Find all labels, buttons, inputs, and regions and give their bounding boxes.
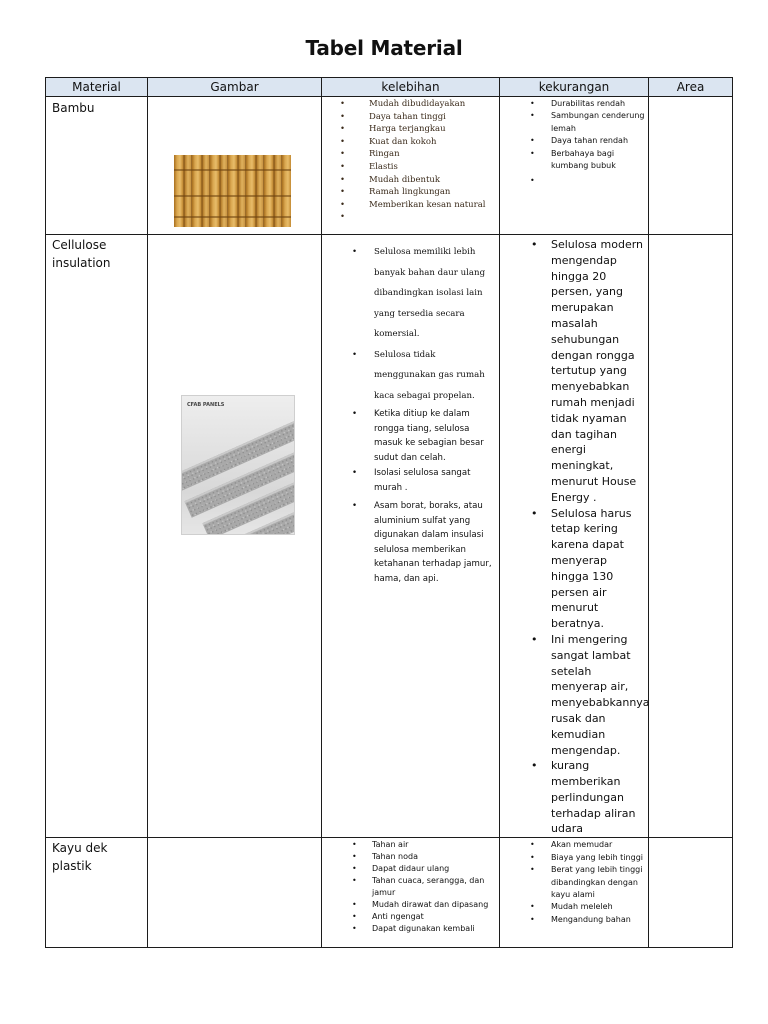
list-item: • Berat yang lebih tinggi dibandingkan dengan kayu alami xyxy=(500,864,648,901)
list-item: • Kuat dan kokoh xyxy=(322,136,499,149)
kekurangan-list xyxy=(500,235,648,837)
list-item: • Selulosa modern mengendap hingga 20 persen, yang merupakan masalah sehubungan dengan rongga tertutup yang menyebabkan rumah menjadi tidak nyaman dan tagihan energi meningkat, menurut House Energy . xyxy=(500,237,648,506)
list-item: • Harga terjangkau xyxy=(322,123,499,136)
kelebihan-cell xyxy=(322,97,500,235)
list-item: • Asam borat, boraks, atau aluminium sulfat yang digunakan dalam insulasi selulosa memberikan ketahanan terhadap jamur, hama, dan api. xyxy=(322,499,499,586)
list-item: • Selulosa harus tetap kering karena dapat menyerap hingga 130 persen air menurut beratnya. xyxy=(500,506,648,632)
list-item: • Daya tahan rendah xyxy=(500,135,648,147)
material-name: Cellulose insulation xyxy=(52,238,111,270)
list-item: • Tahan air xyxy=(322,839,499,851)
image-cell xyxy=(148,97,322,235)
kelebihan-list xyxy=(322,97,499,211)
bamboo-image xyxy=(174,155,291,227)
list-item: • Tahan noda xyxy=(322,851,499,863)
column-header-material: Material xyxy=(46,78,148,97)
column-header-kekurangan: kekurangan xyxy=(500,78,649,97)
list-item: • Tahan cuaca, serangga, dan jamur xyxy=(322,875,499,899)
list-item: • Selulosa memiliki lebih banyak bahan daur ulang dibandingkan isolasi lain yang tersedia secara komersial. xyxy=(322,242,499,345)
list-item: • Biaya yang lebih tinggi xyxy=(500,852,648,864)
list-item: • Akan memudar xyxy=(500,839,648,851)
table-row-bambu xyxy=(46,97,733,235)
material-cell xyxy=(46,97,148,235)
kekurangan-list xyxy=(500,97,648,172)
list-item: • Durabilitas rendah xyxy=(500,98,648,110)
image-cell xyxy=(148,838,322,948)
cfab-panels-photo xyxy=(181,395,295,535)
page-title: Tabel Material xyxy=(305,36,463,60)
image-label: CFAB PANELS xyxy=(187,402,225,408)
list-item: • Isolasi selulosa sangat murah . xyxy=(322,466,499,495)
list-item: • kurang memberikan perlindungan terhadap aliran udara xyxy=(500,758,648,837)
list-item: • Ini mengering sangat lambat setelah menyerap air, menyebabkannya rusak dan kemudian mengendap. xyxy=(500,632,648,758)
list-item: • Mengandung bahan xyxy=(500,914,648,926)
list-item: • Anti ngengat xyxy=(322,911,499,923)
kekurangan-cell xyxy=(500,97,649,235)
image-cell xyxy=(148,235,322,838)
list-item: • Sambungan cenderung lemah xyxy=(500,110,648,135)
list-item: • Mudah dirawat dan dipasang xyxy=(322,899,499,911)
bamboo-node xyxy=(174,216,291,218)
table-header-row xyxy=(46,78,733,97)
material-table xyxy=(45,77,733,948)
list-item: • Ramah lingkungan xyxy=(322,186,499,199)
list-item: • Dapat didaur ulang xyxy=(322,863,499,875)
material-cell xyxy=(46,235,148,838)
cfab-image xyxy=(181,395,295,535)
list-item: • Berbahaya bagi kumbang bubuk xyxy=(500,148,648,173)
area-cell xyxy=(649,838,733,948)
material-name: Bambu xyxy=(52,101,95,115)
list-item: • Mudah dibudidayakan xyxy=(322,98,499,111)
bamboo-node xyxy=(174,195,291,197)
kekurangan-list xyxy=(500,838,648,926)
list-item: • Elastis xyxy=(322,161,499,174)
column-header-gambar: Gambar xyxy=(148,78,322,97)
list-item: • Ringan xyxy=(322,148,499,161)
list-item: • Selulosa tidak menggunakan gas rumah kaca sebagai propelan. xyxy=(322,345,499,407)
list-item: • Ketika ditiup ke dalam rongga tiang, selulosa masuk ke sebagian besar sudut dan celah. xyxy=(322,407,499,465)
list-item: • Dapat digunakan kembali xyxy=(322,923,499,935)
list-item: • Mudah meleleh xyxy=(500,901,648,913)
kekurangan-cell xyxy=(500,235,649,838)
column-header-area: Area xyxy=(649,78,733,97)
column-header-kelebihan: kelebihan xyxy=(322,78,500,97)
list-item: • Memberikan kesan natural xyxy=(322,199,499,212)
table-row-cellulose xyxy=(46,235,733,838)
kekurangan-cell xyxy=(500,838,649,948)
kelebihan-cell xyxy=(322,838,500,948)
area-cell xyxy=(649,235,733,838)
kelebihan-list xyxy=(322,838,499,935)
kelebihan-list xyxy=(322,235,499,586)
table-row-kayu-dek-plastik xyxy=(46,838,733,948)
list-item: • Daya tahan tinggi xyxy=(322,111,499,124)
bamboo-node xyxy=(174,169,291,171)
kelebihan-cell xyxy=(322,235,500,838)
material-cell xyxy=(46,838,148,948)
area-cell xyxy=(649,97,733,235)
list-item: • Mudah dibentuk xyxy=(322,174,499,187)
material-name: Kayu dek plastik xyxy=(52,841,108,874)
